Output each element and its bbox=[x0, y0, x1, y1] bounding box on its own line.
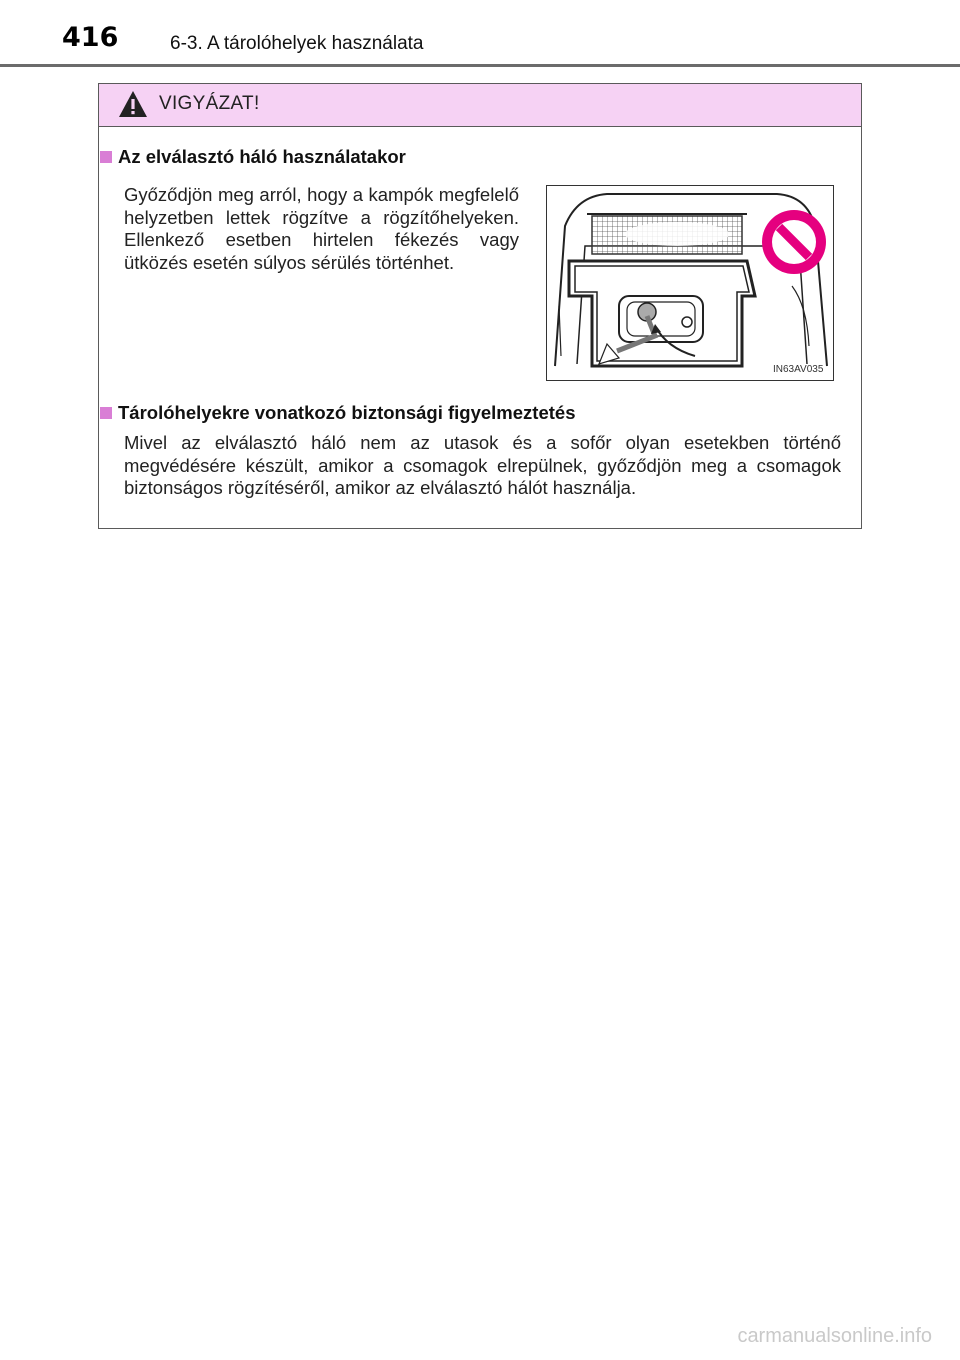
section-title: 6-3. A tárolóhelyek használata bbox=[170, 33, 424, 54]
cargo-net-illustration bbox=[546, 185, 834, 381]
paragraph-net-hooks: Győződjön meg arról, hogy a kampók megfelelő helyzetben lettek rögzítve a rögzítőhelyeken. Ellenkező esetben hirtelen fékezés vagy ütközés esetén súlyos sérülés történhet. bbox=[124, 184, 519, 274]
page-number: 416 bbox=[62, 22, 119, 53]
subsection-heading-net bbox=[99, 146, 406, 168]
header-divider bbox=[0, 64, 960, 67]
caution-box bbox=[98, 83, 862, 529]
warning-icon bbox=[117, 89, 149, 119]
page-header bbox=[0, 0, 960, 70]
cargo-hook-drawing bbox=[547, 186, 833, 380]
caution-label: VIGYÁZAT! bbox=[159, 93, 260, 114]
paragraph-storage-safety: Mivel az elválasztó háló nem az utasok és a sofőr olyan esetekben történő megvédésére készült, amikor a csomagok elrepülnek, győződjön meg a csomagok biztonságos rögzítéséről, amikor az elválasztó hálót használja. bbox=[124, 432, 841, 499]
figure-code: IN63AV035 bbox=[773, 364, 824, 375]
bullet-square bbox=[100, 407, 112, 419]
heading-text: Az elválasztó háló használatakor bbox=[118, 146, 406, 167]
bullet-square bbox=[100, 151, 112, 163]
heading-text: Tárolóhelyekre vonatkozó biztonsági figyelmeztetés bbox=[118, 402, 576, 423]
watermark: carmanualsonline.info bbox=[737, 1325, 932, 1347]
caution-header bbox=[99, 84, 861, 127]
subsection-heading-storage bbox=[99, 402, 575, 424]
